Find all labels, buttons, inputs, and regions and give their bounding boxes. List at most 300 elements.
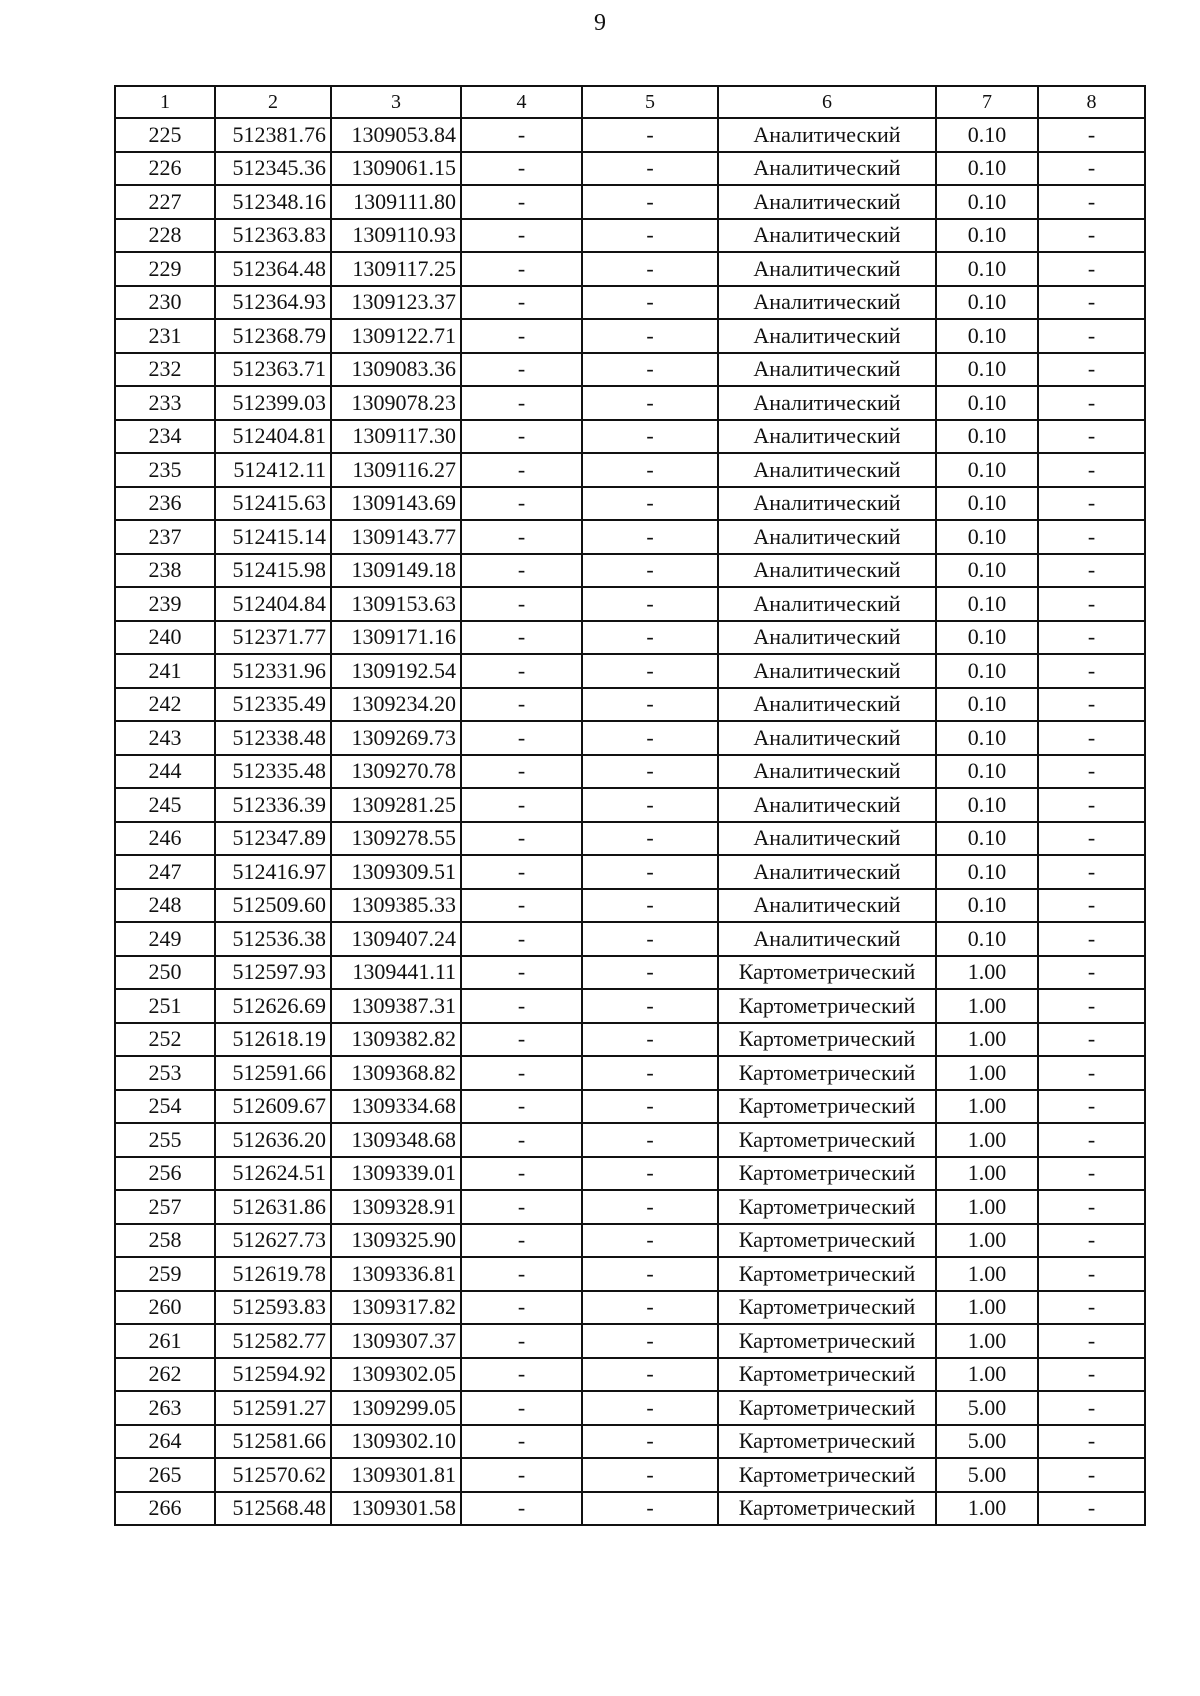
table-row	[115, 219, 1145, 253]
col8-cell: -	[1038, 1391, 1145, 1425]
table-row	[115, 688, 1145, 722]
accuracy-cell: 1.00	[936, 1090, 1038, 1124]
accuracy-cell: 0.10	[936, 319, 1038, 353]
col8-cell: -	[1038, 654, 1145, 688]
col4-cell: -	[461, 453, 582, 487]
accuracy-cell: 0.10	[936, 788, 1038, 822]
col5-cell: -	[582, 822, 718, 856]
col4-cell: -	[461, 1492, 582, 1526]
y-coordinate-cell: 1309269.73	[331, 721, 461, 755]
point-number-cell: 248	[115, 889, 215, 923]
column-header: 8	[1038, 86, 1145, 118]
method-cell: Аналитический	[718, 621, 936, 655]
col4-cell: -	[461, 353, 582, 387]
x-coordinate-cell: 512331.96	[215, 654, 331, 688]
col4-cell: -	[461, 219, 582, 253]
point-number-cell: 231	[115, 319, 215, 353]
accuracy-cell: 0.10	[936, 353, 1038, 387]
accuracy-cell: 0.10	[936, 688, 1038, 722]
point-number-cell: 241	[115, 654, 215, 688]
table-row	[115, 1358, 1145, 1392]
x-coordinate-cell: 512624.51	[215, 1157, 331, 1191]
accuracy-cell: 0.10	[936, 487, 1038, 521]
column-header: 7	[936, 86, 1038, 118]
x-coordinate-cell: 512416.97	[215, 855, 331, 889]
table-row	[115, 721, 1145, 755]
method-cell: Аналитический	[718, 788, 936, 822]
y-coordinate-cell: 1309334.68	[331, 1090, 461, 1124]
col8-cell: -	[1038, 621, 1145, 655]
accuracy-cell: 5.00	[936, 1425, 1038, 1459]
col5-cell: -	[582, 487, 718, 521]
col4-cell: -	[461, 1157, 582, 1191]
table-header-row	[115, 86, 1145, 118]
point-number-cell: 252	[115, 1023, 215, 1057]
coordinates-table	[114, 85, 1146, 1526]
table-body	[115, 118, 1145, 1525]
y-coordinate-cell: 1309122.71	[331, 319, 461, 353]
y-coordinate-cell: 1309328.91	[331, 1190, 461, 1224]
col4-cell: -	[461, 319, 582, 353]
table-row	[115, 386, 1145, 420]
table-row	[115, 554, 1145, 588]
x-coordinate-cell: 512415.63	[215, 487, 331, 521]
table-row	[115, 654, 1145, 688]
method-cell: Картометрический	[718, 956, 936, 990]
table-row	[115, 922, 1145, 956]
col8-cell: -	[1038, 788, 1145, 822]
method-cell: Аналитический	[718, 185, 936, 219]
col8-cell: -	[1038, 1056, 1145, 1090]
method-cell: Картометрический	[718, 1324, 936, 1358]
col8-cell: -	[1038, 1257, 1145, 1291]
col8-cell: -	[1038, 1023, 1145, 1057]
col5-cell: -	[582, 1291, 718, 1325]
col4-cell: -	[461, 788, 582, 822]
method-cell: Аналитический	[718, 319, 936, 353]
col4-cell: -	[461, 922, 582, 956]
table-row	[115, 788, 1145, 822]
accuracy-cell: 5.00	[936, 1391, 1038, 1425]
point-number-cell: 263	[115, 1391, 215, 1425]
y-coordinate-cell: 1309078.23	[331, 386, 461, 420]
x-coordinate-cell: 512594.92	[215, 1358, 331, 1392]
col5-cell: -	[582, 755, 718, 789]
method-cell: Аналитический	[718, 922, 936, 956]
col5-cell: -	[582, 1224, 718, 1258]
x-coordinate-cell: 512568.48	[215, 1492, 331, 1526]
method-cell: Картометрический	[718, 1291, 936, 1325]
x-coordinate-cell: 512412.11	[215, 453, 331, 487]
point-number-cell: 250	[115, 956, 215, 990]
accuracy-cell: 0.10	[936, 889, 1038, 923]
col8-cell: -	[1038, 286, 1145, 320]
col5-cell: -	[582, 721, 718, 755]
point-number-cell: 245	[115, 788, 215, 822]
point-number-cell: 227	[115, 185, 215, 219]
x-coordinate-cell: 512364.48	[215, 252, 331, 286]
x-coordinate-cell: 512404.81	[215, 420, 331, 454]
accuracy-cell: 0.10	[936, 152, 1038, 186]
x-coordinate-cell: 512626.69	[215, 989, 331, 1023]
col8-cell: -	[1038, 721, 1145, 755]
x-coordinate-cell: 512371.77	[215, 621, 331, 655]
point-number-cell: 234	[115, 420, 215, 454]
method-cell: Картометрический	[718, 1190, 936, 1224]
method-cell: Аналитический	[718, 755, 936, 789]
col4-cell: -	[461, 386, 582, 420]
col4-cell: -	[461, 252, 582, 286]
point-number-cell: 240	[115, 621, 215, 655]
y-coordinate-cell: 1309385.33	[331, 889, 461, 923]
column-header: 6	[718, 86, 936, 118]
col5-cell: -	[582, 554, 718, 588]
col5-cell: -	[582, 118, 718, 152]
table-row	[115, 889, 1145, 923]
method-cell: Картометрический	[718, 1425, 936, 1459]
x-coordinate-cell: 512509.60	[215, 889, 331, 923]
table-row	[115, 520, 1145, 554]
method-cell: Картометрический	[718, 1391, 936, 1425]
table-row	[115, 420, 1145, 454]
col8-cell: -	[1038, 1492, 1145, 1526]
y-coordinate-cell: 1309123.37	[331, 286, 461, 320]
col8-cell: -	[1038, 1458, 1145, 1492]
y-coordinate-cell: 1309149.18	[331, 554, 461, 588]
accuracy-cell: 0.10	[936, 554, 1038, 588]
accuracy-cell: 0.10	[936, 252, 1038, 286]
y-coordinate-cell: 1309387.31	[331, 989, 461, 1023]
accuracy-cell: 0.10	[936, 654, 1038, 688]
y-coordinate-cell: 1309116.27	[331, 453, 461, 487]
col4-cell: -	[461, 1123, 582, 1157]
col5-cell: -	[582, 654, 718, 688]
x-coordinate-cell: 512363.83	[215, 219, 331, 253]
x-coordinate-cell: 512335.49	[215, 688, 331, 722]
x-coordinate-cell: 512636.20	[215, 1123, 331, 1157]
col8-cell: -	[1038, 118, 1145, 152]
point-number-cell: 233	[115, 386, 215, 420]
col4-cell: -	[461, 688, 582, 722]
point-number-cell: 261	[115, 1324, 215, 1358]
table-row	[115, 185, 1145, 219]
method-cell: Картометрический	[718, 1224, 936, 1258]
column-header: 3	[331, 86, 461, 118]
col5-cell: -	[582, 252, 718, 286]
col8-cell: -	[1038, 1324, 1145, 1358]
y-coordinate-cell: 1309441.11	[331, 956, 461, 990]
y-coordinate-cell: 1309117.30	[331, 420, 461, 454]
table-row	[115, 755, 1145, 789]
accuracy-cell: 1.00	[936, 1291, 1038, 1325]
col4-cell: -	[461, 487, 582, 521]
table-row	[115, 855, 1145, 889]
table-row	[115, 1458, 1145, 1492]
point-number-cell: 238	[115, 554, 215, 588]
col8-cell: -	[1038, 1090, 1145, 1124]
point-number-cell: 230	[115, 286, 215, 320]
col4-cell: -	[461, 118, 582, 152]
y-coordinate-cell: 1309382.82	[331, 1023, 461, 1057]
method-cell: Картометрический	[718, 1358, 936, 1392]
point-number-cell: 260	[115, 1291, 215, 1325]
col4-cell: -	[461, 1358, 582, 1392]
accuracy-cell: 0.10	[936, 453, 1038, 487]
point-number-cell: 243	[115, 721, 215, 755]
col8-cell: -	[1038, 453, 1145, 487]
y-coordinate-cell: 1309143.69	[331, 487, 461, 521]
col4-cell: -	[461, 1190, 582, 1224]
accuracy-cell: 1.00	[936, 1190, 1038, 1224]
col5-cell: -	[582, 1023, 718, 1057]
y-coordinate-cell: 1309301.81	[331, 1458, 461, 1492]
y-coordinate-cell: 1309083.36	[331, 353, 461, 387]
col5-cell: -	[582, 1157, 718, 1191]
x-coordinate-cell: 512363.71	[215, 353, 331, 387]
table-row	[115, 956, 1145, 990]
col8-cell: -	[1038, 1123, 1145, 1157]
col4-cell: -	[461, 520, 582, 554]
col5-cell: -	[582, 1458, 718, 1492]
col8-cell: -	[1038, 487, 1145, 521]
accuracy-cell: 0.10	[936, 420, 1038, 454]
method-cell: Аналитический	[718, 855, 936, 889]
col5-cell: -	[582, 688, 718, 722]
x-coordinate-cell: 512335.48	[215, 755, 331, 789]
accuracy-cell: 1.00	[936, 956, 1038, 990]
table-row	[115, 152, 1145, 186]
col4-cell: -	[461, 1257, 582, 1291]
table-row	[115, 1023, 1145, 1057]
point-number-cell: 246	[115, 822, 215, 856]
col5-cell: -	[582, 185, 718, 219]
table-row	[115, 1190, 1145, 1224]
x-coordinate-cell: 512570.62	[215, 1458, 331, 1492]
x-coordinate-cell: 512593.83	[215, 1291, 331, 1325]
x-coordinate-cell: 512404.84	[215, 587, 331, 621]
x-coordinate-cell: 512364.93	[215, 286, 331, 320]
col8-cell: -	[1038, 688, 1145, 722]
col4-cell: -	[461, 889, 582, 923]
col8-cell: -	[1038, 1224, 1145, 1258]
accuracy-cell: 0.10	[936, 587, 1038, 621]
table-row	[115, 453, 1145, 487]
x-coordinate-cell: 512415.98	[215, 554, 331, 588]
col8-cell: -	[1038, 989, 1145, 1023]
y-coordinate-cell: 1309278.55	[331, 822, 461, 856]
accuracy-cell: 0.10	[936, 755, 1038, 789]
table-row	[115, 587, 1145, 621]
method-cell: Аналитический	[718, 252, 936, 286]
y-coordinate-cell: 1309325.90	[331, 1224, 461, 1258]
y-coordinate-cell: 1309407.24	[331, 922, 461, 956]
y-coordinate-cell: 1309339.01	[331, 1157, 461, 1191]
accuracy-cell: 5.00	[936, 1458, 1038, 1492]
point-number-cell: 254	[115, 1090, 215, 1124]
point-number-cell: 253	[115, 1056, 215, 1090]
method-cell: Аналитический	[718, 721, 936, 755]
method-cell: Аналитический	[718, 386, 936, 420]
table-row	[115, 1425, 1145, 1459]
col5-cell: -	[582, 386, 718, 420]
table-row	[115, 822, 1145, 856]
col5-cell: -	[582, 1324, 718, 1358]
col4-cell: -	[461, 420, 582, 454]
point-number-cell: 265	[115, 1458, 215, 1492]
accuracy-cell: 1.00	[936, 1492, 1038, 1526]
col4-cell: -	[461, 855, 582, 889]
x-coordinate-cell: 512381.76	[215, 118, 331, 152]
accuracy-cell: 0.10	[936, 721, 1038, 755]
col4-cell: -	[461, 1056, 582, 1090]
y-coordinate-cell: 1309309.51	[331, 855, 461, 889]
method-cell: Аналитический	[718, 152, 936, 186]
col5-cell: -	[582, 1425, 718, 1459]
point-number-cell: 236	[115, 487, 215, 521]
col5-cell: -	[582, 319, 718, 353]
x-coordinate-cell: 512348.16	[215, 185, 331, 219]
table-row	[115, 1157, 1145, 1191]
method-cell: Аналитический	[718, 688, 936, 722]
accuracy-cell: 0.10	[936, 520, 1038, 554]
y-coordinate-cell: 1309299.05	[331, 1391, 461, 1425]
col4-cell: -	[461, 554, 582, 588]
method-cell: Аналитический	[718, 219, 936, 253]
col4-cell: -	[461, 587, 582, 621]
accuracy-cell: 1.00	[936, 1023, 1038, 1057]
point-number-cell: 229	[115, 252, 215, 286]
point-number-cell: 225	[115, 118, 215, 152]
accuracy-cell: 0.10	[936, 118, 1038, 152]
y-coordinate-cell: 1309234.20	[331, 688, 461, 722]
method-cell: Аналитический	[718, 520, 936, 554]
col5-cell: -	[582, 286, 718, 320]
point-number-cell: 262	[115, 1358, 215, 1392]
col4-cell: -	[461, 1391, 582, 1425]
col5-cell: -	[582, 788, 718, 822]
accuracy-cell: 1.00	[936, 1157, 1038, 1191]
point-number-cell: 264	[115, 1425, 215, 1459]
col8-cell: -	[1038, 822, 1145, 856]
table-row	[115, 1291, 1145, 1325]
col5-cell: -	[582, 1492, 718, 1526]
col5-cell: -	[582, 353, 718, 387]
point-number-cell: 256	[115, 1157, 215, 1191]
method-cell: Картометрический	[718, 1123, 936, 1157]
col5-cell: -	[582, 453, 718, 487]
page-number: 9	[594, 10, 606, 36]
table-row	[115, 252, 1145, 286]
col8-cell: -	[1038, 420, 1145, 454]
y-coordinate-cell: 1309270.78	[331, 755, 461, 789]
col4-cell: -	[461, 1090, 582, 1124]
method-cell: Картометрический	[718, 1056, 936, 1090]
accuracy-cell: 1.00	[936, 1123, 1038, 1157]
point-number-cell: 226	[115, 152, 215, 186]
point-number-cell: 249	[115, 922, 215, 956]
method-cell: Картометрический	[718, 1157, 936, 1191]
y-coordinate-cell: 1309368.82	[331, 1056, 461, 1090]
col4-cell: -	[461, 1224, 582, 1258]
col8-cell: -	[1038, 1291, 1145, 1325]
accuracy-cell: 1.00	[936, 1224, 1038, 1258]
col5-cell: -	[582, 152, 718, 186]
x-coordinate-cell: 512609.67	[215, 1090, 331, 1124]
method-cell: Аналитический	[718, 487, 936, 521]
col4-cell: -	[461, 1324, 582, 1358]
x-coordinate-cell: 512368.79	[215, 319, 331, 353]
column-header: 2	[215, 86, 331, 118]
col4-cell: -	[461, 956, 582, 990]
x-coordinate-cell: 512336.39	[215, 788, 331, 822]
table-row	[115, 1324, 1145, 1358]
col5-cell: -	[582, 621, 718, 655]
x-coordinate-cell: 512619.78	[215, 1257, 331, 1291]
col5-cell: -	[582, 1090, 718, 1124]
column-header: 5	[582, 86, 718, 118]
method-cell: Аналитический	[718, 420, 936, 454]
x-coordinate-cell: 512399.03	[215, 386, 331, 420]
table-row	[115, 487, 1145, 521]
col8-cell: -	[1038, 319, 1145, 353]
method-cell: Аналитический	[718, 118, 936, 152]
col5-cell: -	[582, 1391, 718, 1425]
table-row	[115, 989, 1145, 1023]
col5-cell: -	[582, 1358, 718, 1392]
method-cell: Аналитический	[718, 453, 936, 487]
method-cell: Аналитический	[718, 822, 936, 856]
table-row	[115, 1257, 1145, 1291]
col8-cell: -	[1038, 587, 1145, 621]
x-coordinate-cell: 512627.73	[215, 1224, 331, 1258]
col5-cell: -	[582, 219, 718, 253]
col4-cell: -	[461, 152, 582, 186]
table-row	[115, 1492, 1145, 1526]
col4-cell: -	[461, 1425, 582, 1459]
accuracy-cell: 0.10	[936, 286, 1038, 320]
accuracy-cell: 0.10	[936, 922, 1038, 956]
point-number-cell: 232	[115, 353, 215, 387]
col8-cell: -	[1038, 353, 1145, 387]
method-cell: Аналитический	[718, 889, 936, 923]
col5-cell: -	[582, 1257, 718, 1291]
y-coordinate-cell: 1309348.68	[331, 1123, 461, 1157]
col4-cell: -	[461, 1023, 582, 1057]
col8-cell: -	[1038, 152, 1145, 186]
y-coordinate-cell: 1309336.81	[331, 1257, 461, 1291]
point-number-cell: 239	[115, 587, 215, 621]
accuracy-cell: 0.10	[936, 822, 1038, 856]
point-number-cell: 257	[115, 1190, 215, 1224]
col4-cell: -	[461, 286, 582, 320]
col8-cell: -	[1038, 922, 1145, 956]
accuracy-cell: 1.00	[936, 1358, 1038, 1392]
y-coordinate-cell: 1309192.54	[331, 654, 461, 688]
x-coordinate-cell: 512597.93	[215, 956, 331, 990]
table-row	[115, 1224, 1145, 1258]
y-coordinate-cell: 1309117.25	[331, 252, 461, 286]
table-row	[115, 118, 1145, 152]
x-coordinate-cell: 512536.38	[215, 922, 331, 956]
table-row	[115, 1056, 1145, 1090]
col5-cell: -	[582, 989, 718, 1023]
point-number-cell: 247	[115, 855, 215, 889]
x-coordinate-cell: 512618.19	[215, 1023, 331, 1057]
point-number-cell: 266	[115, 1492, 215, 1526]
method-cell: Аналитический	[718, 353, 936, 387]
table-row	[115, 1391, 1145, 1425]
col8-cell: -	[1038, 185, 1145, 219]
